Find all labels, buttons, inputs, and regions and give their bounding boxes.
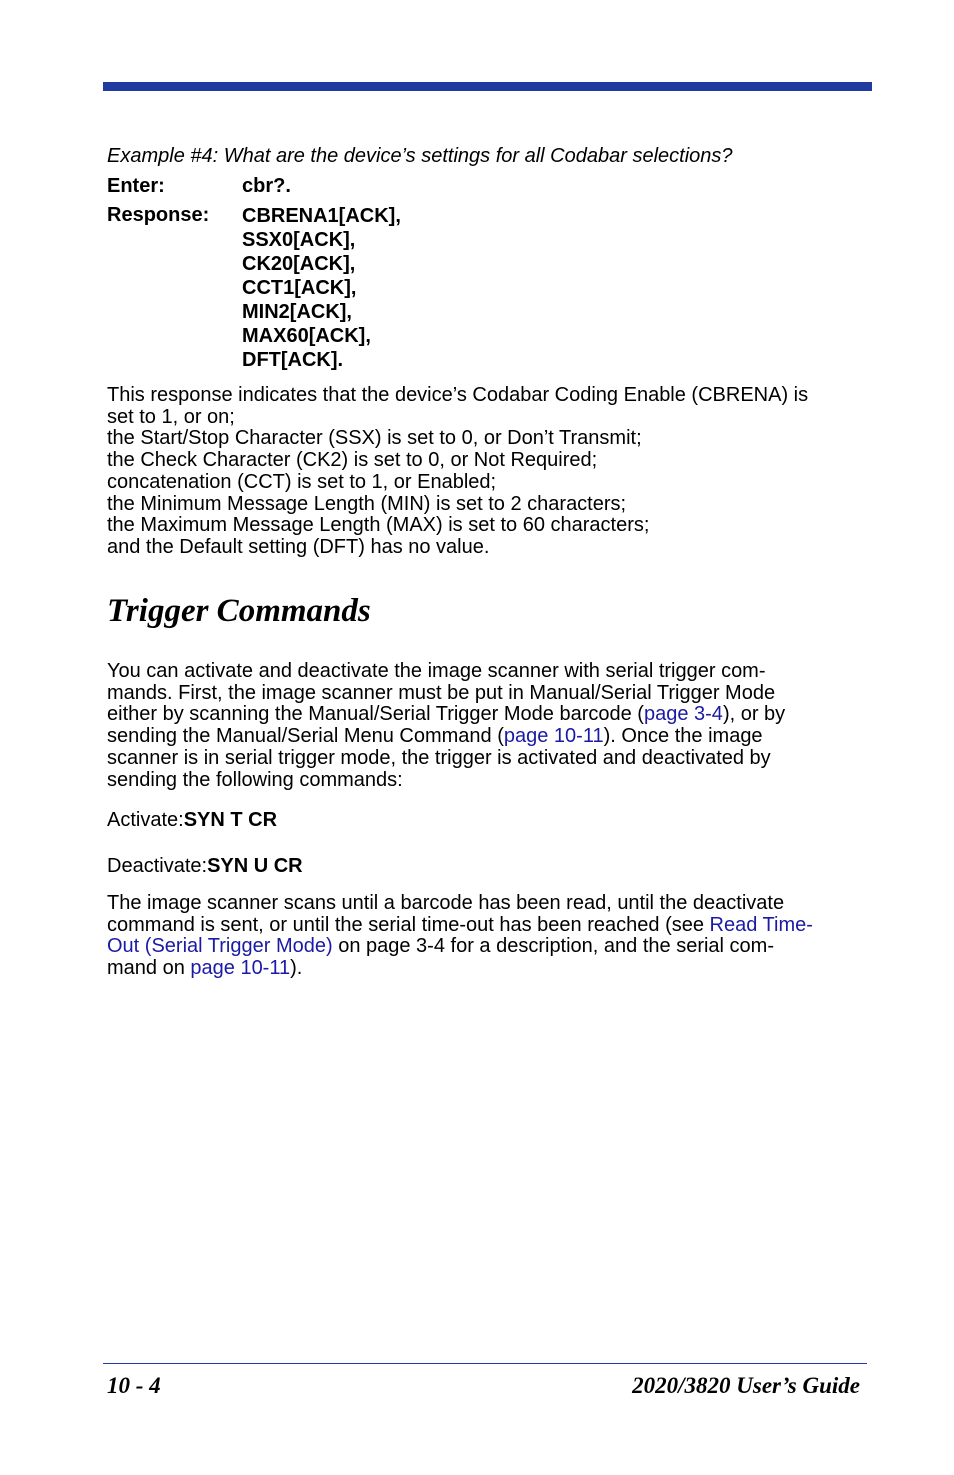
intro-text: either by scanning the Manual/Serial Trigger Mode barcode ( (107, 703, 644, 726)
closing-text: on page 3-4 for a description, and the serial com- (332, 935, 774, 958)
closing-paragraph (107, 893, 877, 980)
response-label: Response: (107, 204, 210, 226)
explanation-line: the Start/Stop Character (SSX) is set to 0, or Don’t Transmit; (107, 427, 642, 450)
page-3-4-link[interactable]: page 3-4 (643, 703, 723, 726)
activate-command (107, 809, 277, 832)
footer-rule (103, 1363, 867, 1364)
intro-text: ), or by (722, 703, 786, 726)
explanation-line: and the Default setting (DFT) has no value. (107, 535, 490, 558)
enter-row (107, 175, 291, 198)
response-line: CK20[ACK], (242, 253, 356, 275)
intro-text: ). Once the image (603, 725, 763, 748)
closing-line (107, 958, 877, 980)
deactivate-code: SYN U CR (207, 855, 303, 877)
deactivate-command (107, 855, 303, 878)
closing-text: ). (290, 957, 303, 980)
example-caption: Example #4: What are the device’s settings for all Codabar selections? (107, 145, 733, 167)
read-timeout-link[interactable]: Read Time- (709, 913, 813, 936)
response-line: MAX60[ACK], (242, 325, 371, 347)
intro-line: You can activate and deactivate the image scanner with serial trigger com- (107, 660, 766, 682)
page-10-11-link[interactable]: page 10-11 (190, 957, 291, 980)
explanation-line: set to 1, or on; (107, 405, 235, 428)
intro-line (107, 704, 877, 726)
closing-line: The image scanner scans until a barcode has been read, until the deactivate (107, 892, 785, 914)
closing-line (107, 936, 877, 958)
intro-line: sending the following commands: (107, 768, 403, 791)
explanation-line: the Maximum Message Length (MAX) is set to 60 characters; (107, 514, 650, 537)
guide-title: 2020/3820 User’s Guide (632, 1373, 860, 1398)
page-10-11-link[interactable]: page 10-11 (503, 725, 604, 748)
explanation-line: This response indicates that the device’s Codabar Coding Enable (CBRENA) is (107, 384, 809, 406)
closing-text: mand on (107, 957, 191, 980)
read-timeout-link[interactable]: Out (Serial Trigger Mode) (107, 935, 333, 958)
deactivate-label: Deactivate: (107, 855, 208, 877)
page-number: 10 - 4 (107, 1373, 161, 1398)
explanation-line: concatenation (CCT) is set to 1, or Enabled; (107, 470, 497, 493)
intro-line: mands. First, the image scanner must be put in Manual/Serial Trigger Mode (107, 681, 776, 704)
closing-line (107, 915, 877, 937)
header-rule (103, 82, 872, 91)
response-line: CCT1[ACK], (242, 277, 357, 299)
closing-text: command is sent, or until the serial time-out has been reached (see (107, 913, 710, 936)
response-line: DFT[ACK]. (242, 349, 344, 371)
section-heading: Trigger Commands (107, 593, 371, 629)
enter-value: cbr?. (242, 175, 291, 197)
enter-label: Enter: (107, 175, 165, 197)
activate-code: SYN T CR (183, 809, 278, 831)
response-lines (242, 204, 401, 372)
intro-paragraph (107, 661, 877, 791)
explanation-paragraph (107, 385, 877, 559)
intro-line (107, 726, 877, 748)
response-line: CBRENA1[ACK], (242, 205, 401, 227)
intro-text: sending the Manual/Serial Menu Command ( (107, 725, 504, 748)
intro-line: scanner is in serial trigger mode, the trigger is activated and deactivated by (107, 746, 771, 769)
activate-label: Activate: (107, 809, 184, 831)
response-line: MIN2[ACK], (242, 301, 352, 323)
explanation-line: the Check Character (CK2) is set to 0, or Not Required; (107, 449, 598, 472)
explanation-line: the Minimum Message Length (MIN) is set to 2 characters; (107, 492, 627, 515)
response-line: SSX0[ACK], (242, 229, 356, 251)
